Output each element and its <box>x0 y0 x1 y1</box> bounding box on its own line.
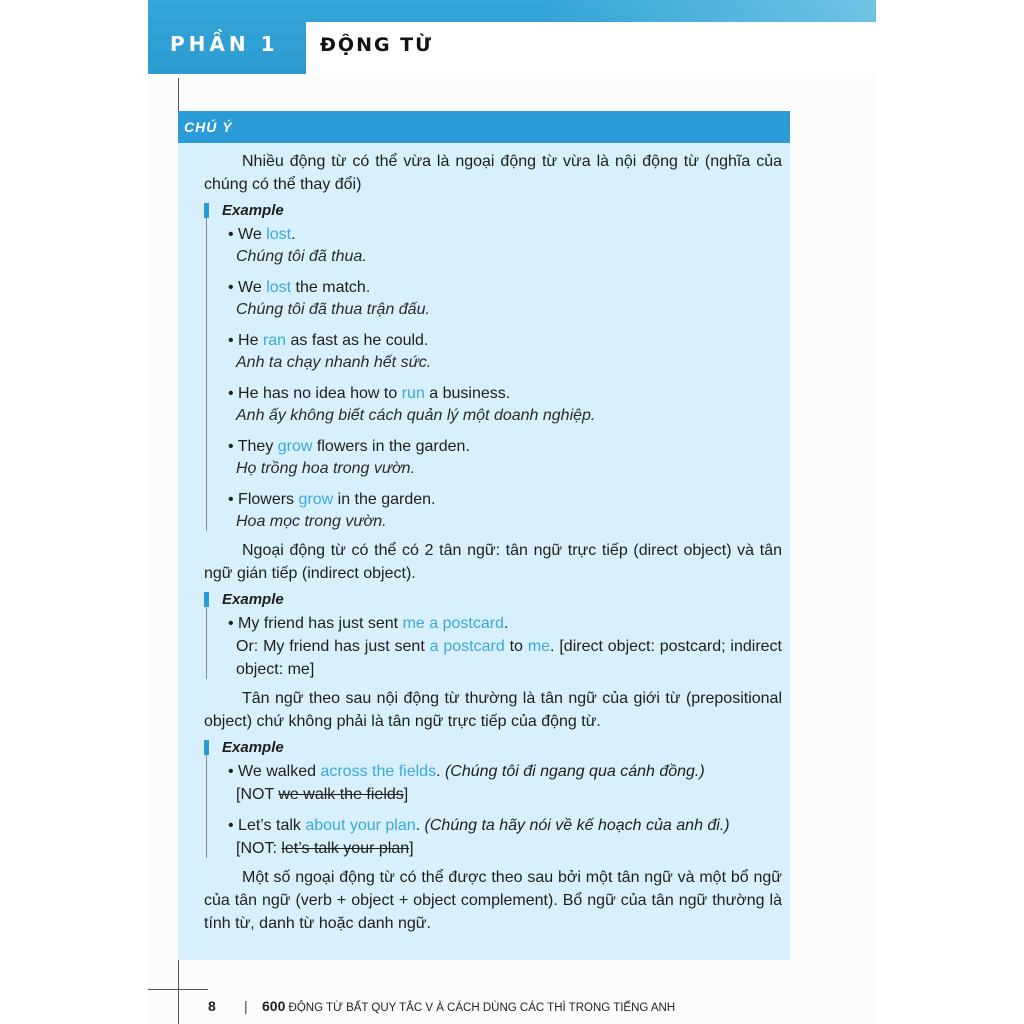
section-title: ĐỘNG TỪ <box>320 34 434 56</box>
book-title <box>262 997 675 1017</box>
example-english <box>228 488 782 511</box>
text: • We <box>228 279 267 296</box>
text: Or: My friend has just sent <box>236 638 430 655</box>
text: in the garden. <box>333 491 436 508</box>
text: . <box>436 763 445 780</box>
margin-rule-top <box>178 78 179 112</box>
not-example <box>228 837 782 860</box>
example-alternative <box>228 635 782 681</box>
struck-text: let’s talk your plan <box>281 840 410 857</box>
example-translation: (Chúng ta hãy nói về kế hoạch của anh đi.) <box>424 817 730 834</box>
text: • Let’s talk <box>228 817 306 834</box>
example-translation: Họ trồng hoa trong vườn. <box>236 460 416 477</box>
example-english <box>228 329 782 352</box>
text: • Flowers <box>228 491 299 508</box>
note-box-header <box>178 111 790 143</box>
example-translation: Anh ta chạy nhanh hết sức. <box>236 354 432 371</box>
text: • We <box>228 226 267 243</box>
page-number: 8 <box>208 998 216 1014</box>
text: . [direct object: postcard; indirect object: me] <box>236 638 783 678</box>
paragraph-1: Nhiều động từ có thể vừa là ngoại động từ vừa là nội động từ (nghĩa của chúng có thể thay đổi) <box>204 153 782 193</box>
example-translation: Anh ấy không biết cách quản lý một doanh nghiệp. <box>236 407 596 424</box>
footer-separator: | <box>244 998 248 1014</box>
highlighted-verb: run <box>401 385 425 402</box>
paragraph-2: Ngoại động từ có thể có 2 tân ngữ: tân ngữ trực tiếp (direct object) và tân ngữ gián tiếp (indirect object). <box>204 542 782 582</box>
example-item <box>228 276 782 321</box>
example-item <box>228 488 782 533</box>
example-item <box>228 223 782 268</box>
note-content <box>204 150 782 935</box>
paragraph-3: Tân ngữ theo sau nội động từ thường là tân ngữ của giới từ (prepositional object) chứ không phải là tân ngữ trực tiếp của động từ. <box>204 690 782 730</box>
example-item <box>228 814 782 860</box>
highlighted-verb: lost <box>266 279 292 296</box>
footer-rule <box>148 989 208 990</box>
text: • He has no idea how to <box>228 385 402 402</box>
example-translation: (Chúng tôi đi ngang qua cánh đồng.) <box>444 763 705 780</box>
example-label: Example <box>222 591 284 608</box>
text: a business. <box>424 385 511 402</box>
text: • He <box>228 332 263 349</box>
text: [NOT: <box>236 840 282 857</box>
text: ] <box>403 786 409 803</box>
highlighted-object: me <box>527 638 551 655</box>
example-marker <box>204 203 209 218</box>
example-marker <box>204 592 209 607</box>
highlighted-verb: grow <box>298 491 334 508</box>
text: . <box>415 817 425 834</box>
example-english <box>228 435 782 458</box>
example-english <box>228 382 782 405</box>
text: ] <box>409 840 414 857</box>
text: [NOT <box>236 786 279 803</box>
example-translation: Hoa mọc trong vườn. <box>236 513 387 530</box>
highlighted-phrase: about your plan <box>305 817 416 834</box>
note-box-label: CHÚ Ý <box>184 119 233 135</box>
example-item <box>228 435 782 480</box>
example-label: Example <box>222 739 284 756</box>
example-english <box>228 612 782 635</box>
highlighted-verb: grow <box>277 438 313 455</box>
example-translation: Chúng tôi đã thua trận đấu. <box>236 301 430 318</box>
text: • My friend has just sent <box>228 615 403 632</box>
text: • We walked <box>228 763 321 780</box>
text: as fast as he could. <box>286 332 429 349</box>
not-example <box>228 783 782 806</box>
example-item <box>228 382 782 427</box>
example-block-1 <box>204 200 782 533</box>
example-english <box>228 276 782 299</box>
book-number: 600 <box>262 998 286 1014</box>
highlighted-object: a postcard <box>429 638 505 655</box>
book-title-text: ĐỘNG TỪ BẤT QUY TẮC V À CÁCH DÙNG CÁC THÌ TRONG TIẾNG ANH <box>285 1002 676 1014</box>
example-english <box>228 760 782 783</box>
highlighted-phrase: across the fields <box>320 763 437 780</box>
example-label: Example <box>222 202 284 219</box>
text: the match. <box>291 279 371 296</box>
example-marker <box>204 740 209 755</box>
paragraph-4: Một số ngoại động từ có thể được theo sau bởi một tân ngữ và một bổ ngữ của tân ngữ (verb + object + object complement). Bổ ngữ của tân ngữ thường là tính từ, danh từ hoặc danh ngữ. <box>204 869 782 932</box>
example-item <box>228 760 782 806</box>
section-label: PHẦN 1 <box>170 32 279 56</box>
text: flowers in the garden. <box>312 438 470 455</box>
example-english <box>228 223 782 246</box>
example-bar <box>206 741 207 858</box>
example-block-3 <box>204 737 782 860</box>
highlighted-object: me a postcard <box>402 615 504 632</box>
margin-rule-bottom <box>178 958 179 1024</box>
text: . <box>503 615 509 632</box>
example-bar <box>206 204 207 531</box>
text: to <box>504 638 528 655</box>
example-block-2 <box>204 589 782 681</box>
text: • They <box>228 438 278 455</box>
example-item <box>228 612 782 681</box>
highlighted-verb: lost <box>266 226 292 243</box>
struck-text: we walk the fields <box>278 786 404 803</box>
example-translation: Chúng tôi đã thua. <box>236 248 367 265</box>
text: . <box>291 226 296 243</box>
example-english <box>228 814 782 837</box>
highlighted-verb: ran <box>262 332 287 349</box>
example-item <box>228 329 782 374</box>
